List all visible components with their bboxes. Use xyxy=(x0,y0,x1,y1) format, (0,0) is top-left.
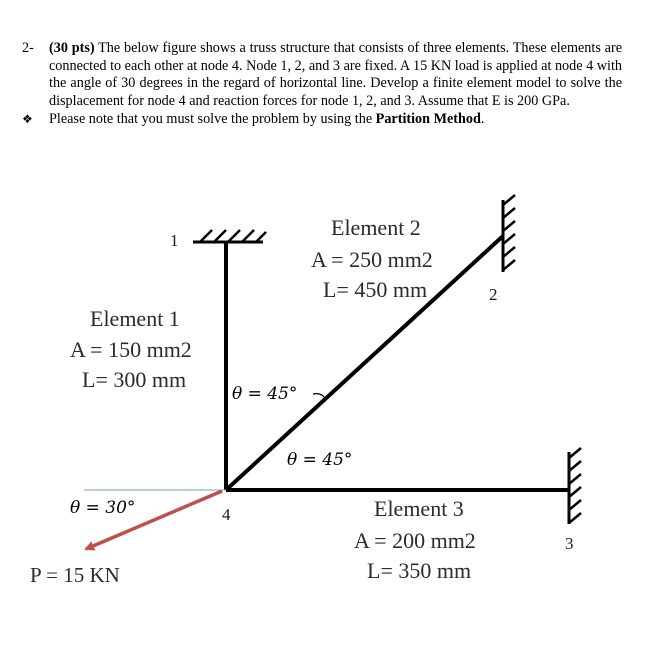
note-method: Partition Method xyxy=(375,111,481,128)
element-2-member xyxy=(226,236,503,490)
angle-top-label: θ = 45° xyxy=(232,384,298,404)
element-3-area: A = 200 mm2 xyxy=(354,528,476,553)
element-1-area: A = 150 mm2 xyxy=(70,337,192,362)
element-1-length: L= 300 mm xyxy=(82,367,187,392)
question-points: (30 pts) xyxy=(49,40,95,56)
element-1-name: Element 1 xyxy=(90,306,180,331)
question-statement: The below figure shows a truss structure that consists of three elements. These elements are connected to each other at node 4. Node 1, 2, and 3 are fixed. A 15 KN load is applied at node 4 with the angle of 30 degrees in the regard of horizontal line. Develop a finite element model to solve the displacement for node 4 and reaction forces for node 1, 2, and 3. Assume that E is 200 GPa. xyxy=(49,40,622,109)
element-2-length: L= 450 mm xyxy=(323,277,428,302)
element-2-area: A = 250 mm2 xyxy=(311,247,433,272)
angle-load-label: θ = 30° xyxy=(70,498,136,518)
note-prefix: Please note that you must solve the problem by using the xyxy=(49,111,376,128)
node-1-label: 1 xyxy=(170,231,179,250)
node-4-label: 4 xyxy=(222,505,231,524)
element-3-length: L= 350 mm xyxy=(367,558,472,583)
question-number: 2- xyxy=(22,40,34,56)
node-3-label: 3 xyxy=(565,534,574,553)
diamond-bullet-icon: ❖ xyxy=(22,112,33,127)
fixed-support-node2 xyxy=(503,195,515,272)
element-2-name: Element 2 xyxy=(331,215,421,240)
fixed-support-node3 xyxy=(569,448,581,524)
angle-mid-label: θ = 45° xyxy=(287,450,353,470)
fixed-support-node1 xyxy=(193,230,266,242)
note-suffix: . xyxy=(480,111,485,128)
node-2-label: 2 xyxy=(489,285,498,304)
element-3-name: Element 3 xyxy=(374,496,464,521)
load-label: P = 15 KN xyxy=(30,563,120,587)
